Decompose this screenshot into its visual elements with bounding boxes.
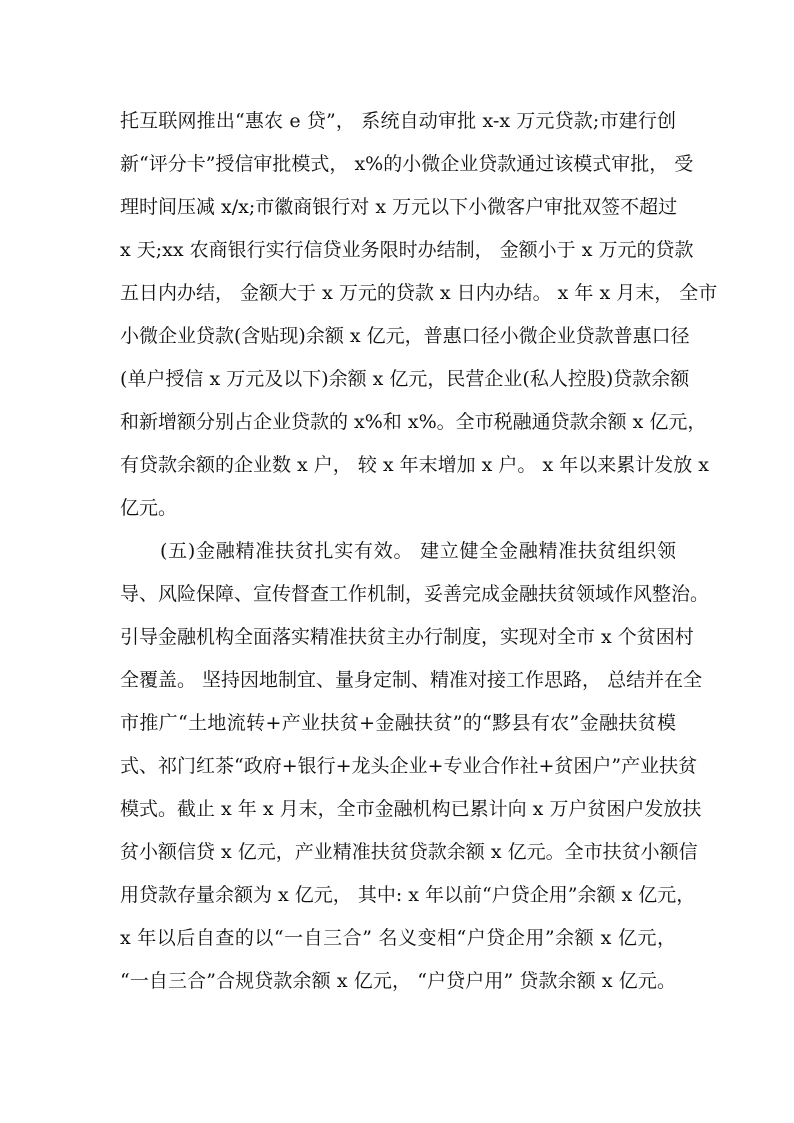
paragraph-line: 理时间压减 x/x;市徽商银行对 x 万元以下小微客户审批双签不超过 [120, 196, 678, 218]
paragraph-line: 模式。截止 x 年 x 月末，全市金融机构已累计向 x 万户贫困户发放扶 [120, 798, 702, 820]
paragraph-line: x 天;xx 农商银行实行信贷业务限时办结制， 金额小于 x 万元的贷款 [120, 239, 694, 261]
paragraph-line: 引导金融机构全面落实精准扶贫主办行制度，实现对全市 x 个贫困村 [120, 626, 694, 648]
paragraph-line: 式、祁门红茶“政府+银行+龙头企业+专业合作社+贫困户”产业扶贫 [120, 755, 698, 777]
paragraph-line: 导、风险保障、宣传督查工作机制，妥善完成金融扶贫领域作风整治。 [120, 583, 710, 605]
paragraph-line: 五日内办结， 金额大于 x 万元的贷款 x 日内办结。 x 年 x 月末， 全市 [120, 282, 718, 304]
section-heading-line: (五)金融精准扶贫扎实有效。 建立健全金融精准扶贫组织领 [160, 540, 676, 562]
paragraph-line: 市推广“土地流转+产业扶贫+金融扶贫”的“黟县有农”金融扶贫模 [120, 712, 676, 734]
paragraph-line: 小微企业贷款(含贴现)余额 x 亿元，普惠口径小微企业贷款普惠口径 [120, 325, 690, 347]
paragraph-line: 有贷款余额的企业数 x 户， 较 x 年末增加 x 户。 x 年以来累计发放 x [120, 454, 709, 476]
paragraph-line: 托互联网推出“惠农 e 贷”， 系统自动审批 x-x 万元贷款;市建行创 [120, 110, 676, 132]
paragraph-line: (单户授信 x 万元及以下)余额 x 亿元，民营企业(私人控股)贷款余额 [120, 368, 690, 390]
paragraph-line: 和新增额分别占企业贷款的 x%和 x%。全市税融通贷款余额 x 亿元， [120, 411, 707, 433]
paragraph-line: “一自三合”合规贷款余额 x 亿元， “户贷户用” 贷款余额 x 亿元。 [120, 970, 676, 992]
paragraph-line: x 年以后自查的以“一自三合” 名义变相“户贷企用”余额 x 亿元， [120, 927, 676, 949]
paragraph-line: 全覆盖。 坚持因地制宜、量身定制、精准对接工作思路， 总结并在全 [120, 669, 703, 691]
paragraph-line: 亿元。 [120, 497, 178, 519]
paragraph-line: 贫小额信贷 x 亿元，产业精准扶贫贷款余额 x 亿元。全市扶贫小额信 [120, 841, 698, 863]
paragraph-line: 用贷款存量余额为 x 亿元， 其中: x 年以前“户贷企用”余额 x 亿元， [120, 884, 696, 906]
paragraph-line: 新“评分卡”授信审批模式， x%的小微企业贷款通过该模式审批， 受 [120, 153, 694, 175]
